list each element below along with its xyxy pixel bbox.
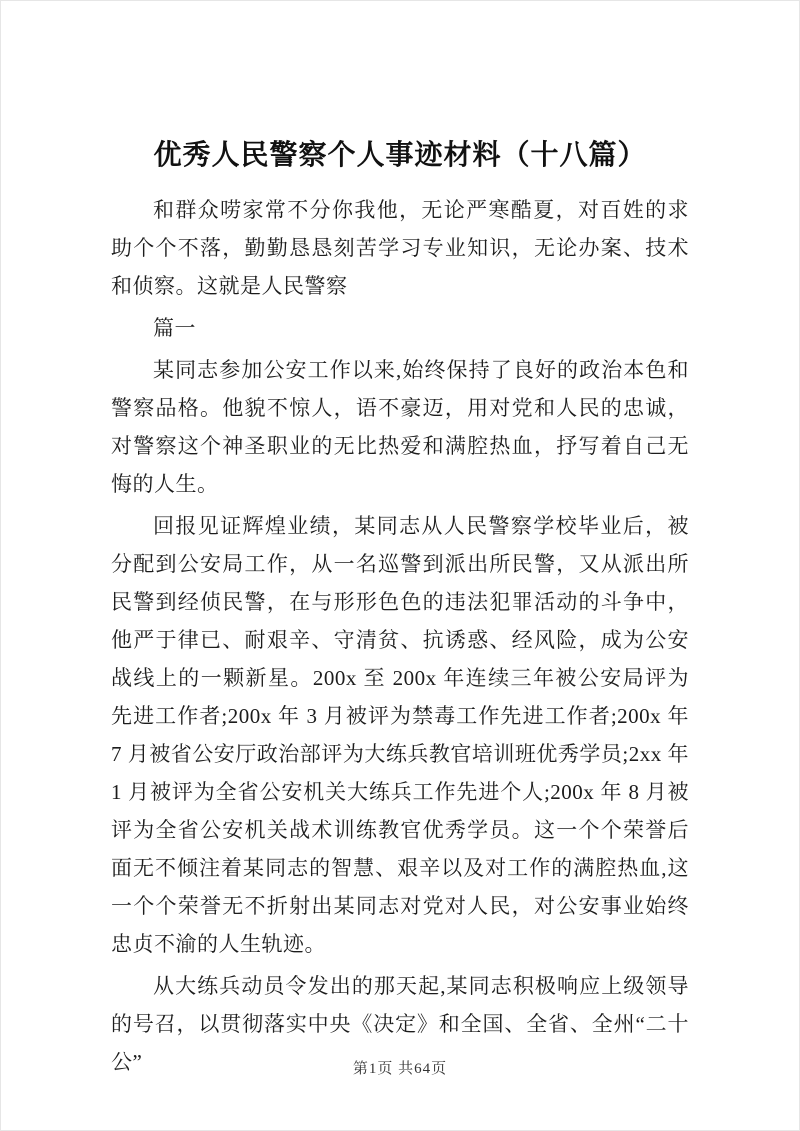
- paragraph: 和群众唠家常不分你我他，无论严寒酷夏，对百姓的求助个个不落，勤勤恳恳刻苦学习专业知识，无论办案、技术和侦察。这就是人民警察: [111, 198, 689, 298]
- page-number-footer: 第1页 共64页: [352, 1061, 448, 1077]
- document-content: [1, 1, 799, 1081]
- paragraph: 回报见证辉煌业绩，某同志从人民警察学校毕业后，被分配到公安局工作，从一名巡警到派出所民警，又从派出所民警到经侦民警，在与形形色色的违法犯罪活动的斗争中，他严于律已、耐艰辛、守清贫、抗诱惑、经风险，成为公安战线上的一颗新星。200x 至 200x 年连续三年被公安局评为先进工作者;200x 年 3 月被评为禁毒工作先进工作者;200x 年 7 月被省公安厅政治部评为大练兵教官培训班优秀学员;2xx 年 1 月被评为全省公安机关大练兵工作先进个人;200x 年 8 月被评为全省公安机关战术训练教官优秀学员。这一个个荣誉后面无不倾注着某同志的智慧、艰辛以及对工作的满腔热血,这一个个荣誉无不折射出某同志对党对人民，对公安事业始终忠贞不渝的人生轨迹。: [111, 514, 689, 956]
- document-title: 优秀人民警察个人事迹材料（十八篇）: [153, 140, 647, 171]
- paragraph: 从大练兵动员令发出的那天起,某同志积极响应上级领导的号召，以贯彻落实中央《决定》和全国、全省、全州“二十公”: [111, 974, 689, 1074]
- paragraph-section-label: 篇一: [153, 316, 196, 340]
- paragraph: 某同志参加公安工作以来,始终保持了良好的政治本色和警察品格。他貌不惊人，语不豪迈，用对党和人民的忠诚，对警察这个神圣职业的无比热爱和满腔热血，抒写着自己无悔的人生。: [111, 358, 689, 496]
